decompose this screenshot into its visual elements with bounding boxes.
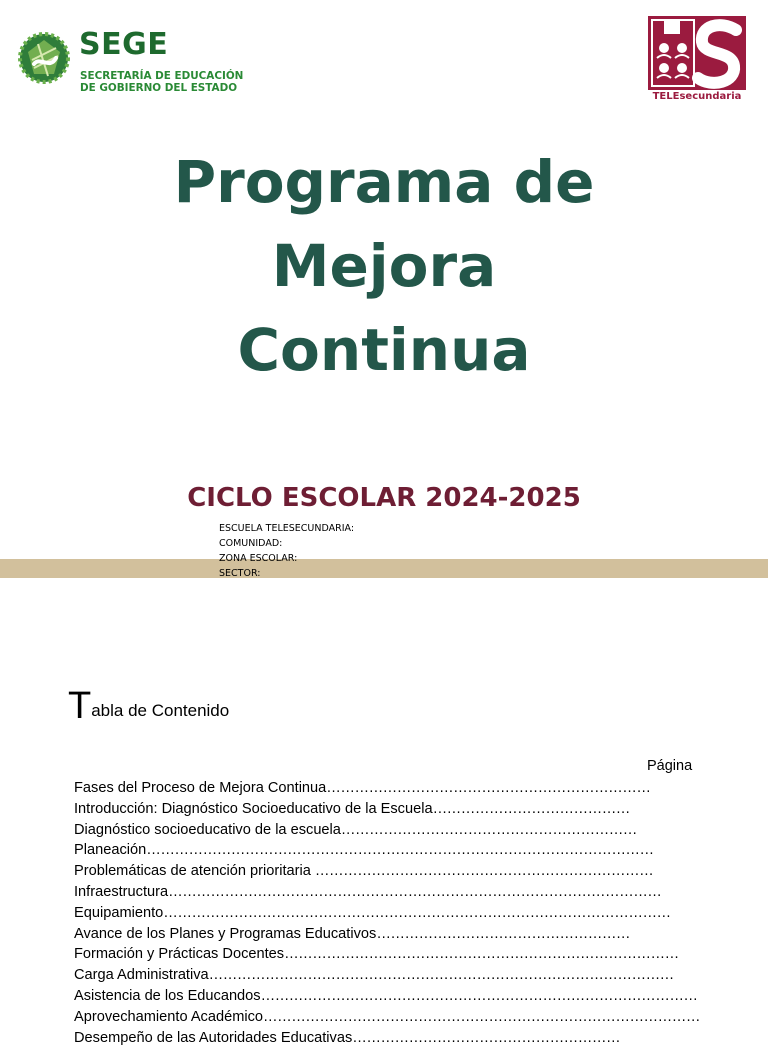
toc-heading [68, 686, 229, 726]
sege-logo [16, 27, 244, 94]
toc-entry[interactable] [74, 965, 674, 986]
toc-entry-dots: ………………………………………………… [352, 1029, 621, 1046]
toc-entry-dots: ………………………………………………………………………… [284, 946, 679, 963]
title-line2: Mejora [271, 232, 497, 300]
toc-entry[interactable] [74, 1028, 644, 1048]
toc-entry-title: Fases del Proceso de Mejora Continua [74, 780, 327, 796]
toc-entry-title: Planeación [74, 842, 147, 859]
toc-entry-title: Avance de los Planes y Programas Educativos [74, 925, 377, 942]
toc-entry[interactable] [74, 778, 651, 799]
toc-entry-dots: …………………………………………………………………………………………… [168, 883, 662, 900]
toc-entry-dots: ……………………………………………………………… [314, 863, 654, 880]
toc-entry-title: Asistencia de los Educandos [74, 987, 261, 1004]
school-year-heading: CICLO ESCOLAR 2024-2025 [187, 483, 581, 513]
toc-entry-dots: …………………………………… [432, 800, 630, 817]
telesecundaria-ts-icon [648, 16, 746, 90]
toc-entry[interactable] [74, 861, 654, 882]
toc-entry-title: Problemáticas de atención prioritaria [74, 863, 315, 880]
title-line3: Continua [237, 316, 531, 384]
telesecundaria-caption: TELEsecundaria [652, 91, 742, 102]
toc-entry-dots: ……………………………………………… [376, 925, 630, 942]
toc-entry[interactable] [74, 799, 644, 820]
toc-entry[interactable] [74, 820, 644, 841]
toc-list [74, 778, 700, 1048]
school-info-escuela: ESCUELA TELESECUNDARIA: [219, 523, 355, 534]
school-info-sector: SECTOR: [219, 568, 261, 579]
toc-entry-dots: ………………………………………………………………………………… [263, 1008, 700, 1025]
toc-entry-dots: ……………………………………………………… [340, 821, 637, 838]
school-info-zona: ZONA ESCOLAR: [219, 553, 298, 564]
toc-entry-title: Diagnóstico socioeducativo de la escuela [74, 821, 341, 838]
telesecundaria-emblem [648, 16, 746, 90]
sege-emblem-icon [16, 30, 72, 86]
toc-entry-dots: …………………………………………………………… [326, 780, 651, 796]
school-info-comunidad: COMUNIDAD: [219, 538, 283, 549]
toc-entry-dots: ……………………………………………………………………………………………… [146, 842, 654, 859]
toc-entry-dots: ………………………………………………………………………………… [260, 987, 698, 1004]
info-band [0, 559, 768, 578]
toc-entry[interactable] [74, 986, 698, 1007]
toc-entry-title: Equipamiento [74, 904, 164, 921]
toc-heading-rest: abla de Contenido [91, 701, 230, 720]
toc-heading-initial: T [68, 685, 92, 727]
toc-entry[interactable] [74, 840, 654, 861]
toc-entry-title: Introducción: Diagnóstico Socioeducativo de la Escuela [74, 800, 433, 817]
toc-entry[interactable] [74, 1007, 700, 1028]
title-line1: Programa de [173, 148, 595, 216]
school-info-block [219, 521, 354, 581]
toc-entry[interactable] [74, 944, 679, 965]
toc-entry-dots: ……………………………………………………………………………………………… [163, 904, 671, 921]
toc-entry[interactable] [74, 903, 671, 924]
toc-page-label: Página [647, 758, 693, 774]
toc-entry-title: Aprovechamiento Académico [74, 1008, 264, 1025]
toc-entry[interactable] [74, 882, 662, 903]
toc-entry-dots: ……………………………………………………………………………………… [208, 967, 674, 984]
sege-subtitle-line2: DE GOBIERNO DEL ESTADO [80, 82, 238, 94]
sege-subtitle-line1: SECRETARÍA DE EDUCACIÓN [80, 70, 244, 82]
telesecundaria-logo [648, 16, 746, 106]
toc-entry[interactable] [74, 924, 644, 945]
page-title [100, 140, 668, 392]
toc-entry-title: Formación y Prácticas Docentes [74, 946, 285, 963]
toc-entry-title: Carga Administrativa [74, 967, 209, 984]
sege-brand-text: SEGE [79, 27, 169, 62]
toc-entry-title: Desempeño de las Autoridades Educativas [74, 1029, 353, 1046]
toc-entry-title: Infraestructura [74, 883, 169, 900]
